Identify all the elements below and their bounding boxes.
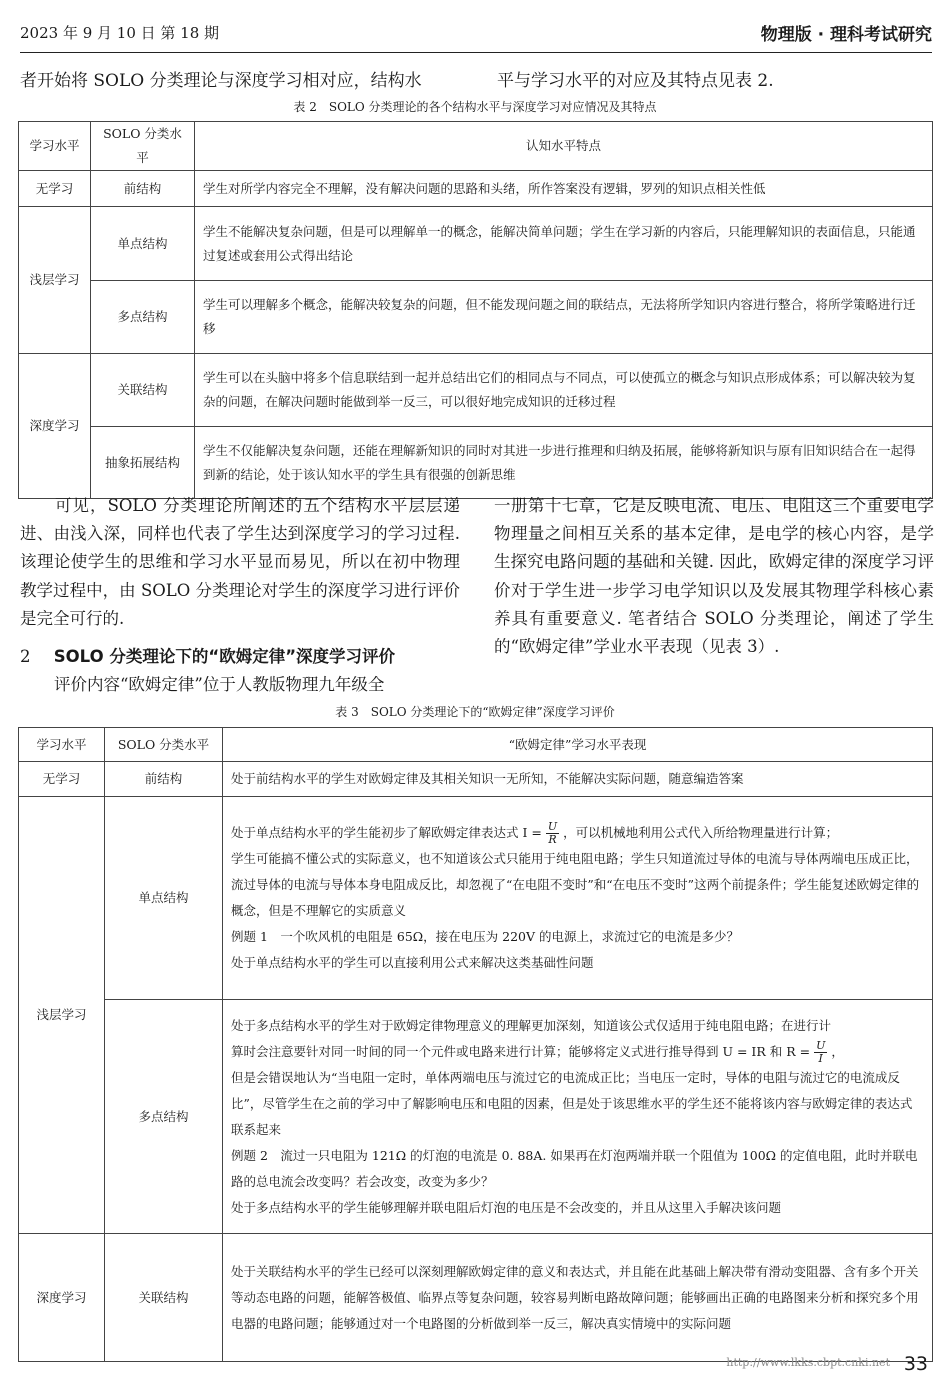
table3-caption: 表 3 SOLO 分类理论下的“欧姆定律”深度学习评价 xyxy=(335,705,615,719)
table2 xyxy=(18,121,933,499)
table2-text-abstract: 学生不仅能解决复杂问题，还能在理解新知识的同时对其进一步进行推理和归纳及拓展，能够将新知识与原有旧知识结合在一起得到新的结论，处于该认知水平的学生具有很强的创新思维 xyxy=(195,427,933,499)
example-1: 例题 1 一个吹风机的电阻是 65Ω，接在电压为 220V 的电源上，求流过它的电流是多少？ xyxy=(231,929,740,944)
issue-date: 2023 年 9 月 10 日 第 18 期 xyxy=(20,24,220,42)
multi-intro: 处于多点结构水平的学生对于欧姆定律物理意义的理解更加深刻，知道该公式仅适用于纯电阻电路；在进行计 xyxy=(231,1017,832,1033)
table2-header-solo: SOLO 分类水平 xyxy=(91,122,195,171)
page-header xyxy=(20,18,932,53)
table2-level-deep: 深度学习 xyxy=(19,354,91,499)
table2-level-none: 无学习 xyxy=(19,171,91,207)
table3-solo-pre: 前结构 xyxy=(105,762,223,797)
table3-text-relational: 处于关联结构水平的学生已经可以深刻理解欧姆定律的意义和表达式，并且能在此基础上解决带有滑动变阻器、含有多个开关等动态电路的问题，能解答极值、临界点等复杂问题，较容易判断电路故障问题；能够画出正确的电路图来分析和探究多个用电器的电路问题；能够通过对一个电路图的分析做到举一反三，解决真实情境中的实际问题 xyxy=(223,1234,933,1362)
footer-url: http://www.lkks.cbpt.cnki.net xyxy=(726,1356,890,1369)
table3-header-level: 学习水平 xyxy=(19,728,105,762)
table3-solo-multi: 多点结构 xyxy=(105,1000,223,1234)
table3-level-deep: 深度学习 xyxy=(19,1234,105,1362)
table3-level-shallow: 浅层学习 xyxy=(19,797,105,1234)
table3-solo-relational: 关联结构 xyxy=(105,1234,223,1362)
intro-left-line: 者开始将 SOLO 分类理论与深度学习相对应，结构水 xyxy=(20,71,422,91)
page-number: 33 xyxy=(903,1353,928,1375)
journal-title: 物理版 · 理科考试研究 xyxy=(760,25,932,45)
single-misconception: 学生可能搞不懂公式的实际意义，也不知道该公式只能用于纯电阻电路；学生只知道流过导体的电流与导体两端电压成正比，流过导体的电流与导体本身电阻成反比，却忽视了“在电阻不变时”和“在电压不变时”这两个前提条件；学生能复述欧姆定律的概念，但是不理解它的实质意义 xyxy=(231,851,920,918)
table2-header-feature: 认知水平特点 xyxy=(195,122,933,171)
table3-header-solo: SOLO 分类水平 xyxy=(105,728,223,762)
table2-solo-pre: 前结构 xyxy=(91,171,195,207)
example-2: 例题 2 流过一只电阻为 121Ω 的灯泡的电流是 0. 88A. 如果再在灯泡两端并联一个阻值为 100Ω 的定值电阻，此时并联电路的总电流会改变吗？若会改变，改变为多少？ xyxy=(231,1147,918,1189)
table2-solo-abstract: 抽象拓展结构 xyxy=(91,427,195,499)
table2-text-multi: 学生可以理解多个概念，能解决较复杂的问题，但不能发现问题之间的联结点，无法将所学知识内容进行整合，将所学策略进行迁移 xyxy=(195,281,933,354)
multi-formula-line: 算时会注意要针对同一时间的同一个元件或电路来进行计算；能够将定义式进行推导得到 U = IR 和 R = $\frac{U}{I}$ ， xyxy=(231,1038,844,1065)
multi-misconception: 但是会错误地认为“当电阻一定时，单体两端电压与流过它的电流成正比；当电压一定时，导体的电阻与流过它的电流成反比”，尽管学生在之前的学习中了解影响电压和电阻的因素，但是处于该思维水平的学生还不能将该内容与欧姆定律的表达式联系起来 xyxy=(231,1069,913,1137)
table2-text-pre: 学生对所学内容完全不理解，没有解决问题的思路和头绪，所作答案没有逻辑，罗列的知识点相关性低 xyxy=(195,171,933,207)
table3-cell-single xyxy=(223,797,933,1000)
table2-caption: 表 2 SOLO 分类理论的各个结构水平与深度学习对应情况及其特点 xyxy=(293,100,657,114)
table2-text-single: 学生不能解决复杂问题，但是可以理解单一的概念，能解决简单问题；学生在学习新的内容后，只能理解知识的表面信息，只能通过复述或套用公式得出结论 xyxy=(195,207,933,281)
single-formula-line: 处于单点结构水平的学生能初步了解欧姆定律表达式 I = $\frac{U}{R}$ ，可以机械地利用公式代入所给物理量进行计算； xyxy=(231,820,839,846)
multi-conclusion: 处于多点结构水平的学生能够理解并联电阻后灯泡的电压是不会改变的，并且从这里入手解决该问题 xyxy=(231,1199,782,1215)
section-title: SOLO 分类理论下的“欧姆定律”深度学习评价 xyxy=(53,647,396,666)
body-left-paragraph: 可见，SOLO 分类理论所阐述的五个结构水平层层递进、由浅入深，同样也代表了学生达到深度学习的学习过程. 该理论使学生的思维和学习水平显而易见，所以在初中物理教学过程中，由 SOLO 分类理论对学生的深度学习进行评价是完全可行的. xyxy=(20,496,460,628)
formula-fraction-I: $\frac{U}{R}$ xyxy=(547,820,558,846)
table3-solo-single: 单点结构 xyxy=(105,797,223,1000)
table2-header-level: 学习水平 xyxy=(19,122,91,171)
table3-header-performance: “欧姆定律”学习水平表现 xyxy=(223,728,933,762)
section-heading xyxy=(20,643,395,667)
section-number: 2 xyxy=(20,647,31,666)
intro-right-line: 平与学习水平的对应及其特点见表 2. xyxy=(497,71,774,91)
table2-solo-single: 单点结构 xyxy=(91,207,195,281)
body-left-tail: 评价内容“欧姆定律”位于人教版物理九年级全 xyxy=(54,675,385,694)
table2-solo-multi: 多点结构 xyxy=(91,281,195,354)
table2-text-relational: 学生可以在头脑中将多个信息联结到一起并总结出它们的相同点与不同点，可以使孤立的概念与知识点形成体系；可以解决较为复杂的问题，在解决问题时能做到举一反三，可以很好地完成知识的迁移过程 xyxy=(195,354,933,427)
table3-cell-multi xyxy=(223,1000,933,1234)
body-right-paragraph: 一册第十七章，它是反映电流、电压、电阻这三个重要电学物理量之间相互关系的基本定律，是电学的核心内容，是学生探究电路问题的基础和关键. 因此，欧姆定律的深度学习评价对于学生进一步学习电学知识以及发展其物理学科核心素养具有重要意义. 笔者结合 SOLO 分类理论，阐述了学生的“欧姆定律”学业水平表现（见表 3）. xyxy=(494,496,934,657)
single-conclusion: 处于单点结构水平的学生可以直接利用公式来解决这类基础性问题 xyxy=(231,955,594,970)
table2-solo-relational: 关联结构 xyxy=(91,354,195,427)
table3 xyxy=(18,727,933,1362)
table2-level-shallow: 浅层学习 xyxy=(19,207,91,354)
table3-text-pre: 处于前结构水平的学生对欧姆定律及其相关知识一无所知，不能解决实际问题，随意编造答案 xyxy=(223,762,933,797)
table3-level-none: 无学习 xyxy=(19,762,105,797)
formula-fraction-R: $\frac{U}{I}$ xyxy=(816,1038,826,1065)
